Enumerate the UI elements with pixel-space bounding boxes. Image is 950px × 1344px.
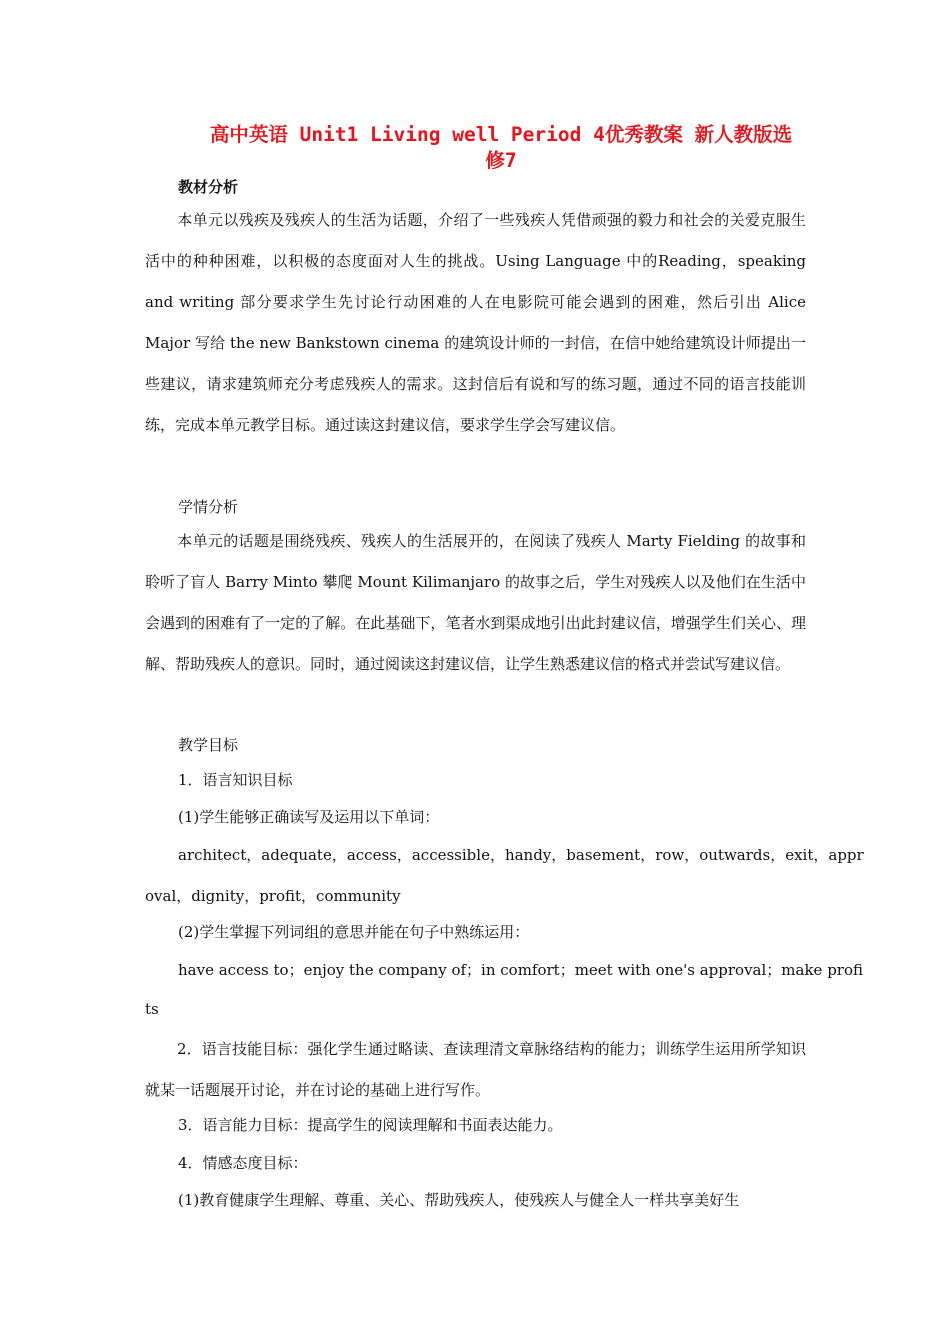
goal-1-sub-2: (2)学生掌握下列词组的意思并能在句子中熟练运用： bbox=[178, 923, 530, 941]
goal-4-heading: 4．情感态度目标： bbox=[178, 1154, 308, 1172]
section-heading-material: 教材分析 bbox=[178, 178, 239, 196]
phrases-line-2: ts bbox=[145, 1000, 159, 1018]
section-heading-goals: 教学目标 bbox=[178, 736, 239, 754]
students-paragraph bbox=[145, 521, 806, 685]
vocabulary-line-2: oval，dignity，profit，community bbox=[145, 887, 401, 905]
goal-1-sub-1: (1)学生能够正确读写及运用以下单词： bbox=[178, 808, 440, 826]
section-heading-students: 学情分析 bbox=[178, 498, 239, 516]
phrases-line-1 bbox=[178, 959, 864, 980]
goal-2-text: 2．语言技能目标：强化学生通过略读、查读理清文章脉络结构的能力；训练学生运用所学知识就某一话题展开讨论，并在讨论的基础上进行写作。 bbox=[145, 1040, 806, 1099]
students-paragraph-text: 本单元的话题是围绕残疾、残疾人的生活展开的，在阅读了残疾人 Marty Fielding 的故事和聆听了盲人 Barry Minto 攀爬 Mount Kilimanjaro 的故事之后，学生对残疾人以及他们在生活中会遇到的困难有了一定的了解。在此基础下，笔者水到渠成地引出此封建议信，增强学生们关心、理解、帮助残疾人的意识。同时，通过阅读这封建议信，让学生熟悉建议信的格式并尝试写建议信。 bbox=[145, 532, 806, 673]
title-line-2: 修7 bbox=[485, 149, 517, 172]
goal-4-sub-1: (1)教育健康学生理解、尊重、关心、帮助残疾人，使残疾人与健全人一样共享美好生 bbox=[178, 1191, 740, 1209]
document-title bbox=[150, 122, 852, 174]
goal-1-heading: 1．语言知识目标 bbox=[178, 771, 293, 789]
vocabulary-line-1 bbox=[178, 844, 864, 865]
vocabulary-line-1-text: architect，adequate，access，accessible，handy，basement，row，outwards，exit，appr bbox=[178, 846, 864, 864]
title-line-1: 高中英语 Unit1 Living well Period 4优秀教案 新人教版选 bbox=[209, 123, 793, 146]
material-paragraph bbox=[145, 200, 806, 446]
goal-3: 3．语言能力目标：提高学生的阅读理解和书面表达能力。 bbox=[178, 1116, 563, 1134]
goal-2-paragraph bbox=[145, 1029, 806, 1111]
material-paragraph-text: 本单元以残疾及残疾人的生活为话题，介绍了一些残疾人凭借顽强的毅力和社会的关爱克服生活中的种种困难，以积极的态度面对人生的挑战。Using Language 中的Reading，speaking and writing 部分要求学生先讨论行动困难的人在电影院可能会遇到的困难，然后引出 Alice Major 写给 the new Bankstown cinema 的建筑设计师的一封信，在信中她给建筑设计师提出一些建议，请求建筑师充分考虑残疾人的需求。这封信后有说和写的练习题，通过不同的语言技能训练，完成本单元教学目标。通过读这封建议信，要求学生学会写建议信。 bbox=[145, 211, 806, 434]
phrases-line-1-text: have access to；enjoy the company of；in comfort；meet with one's approval；make profi bbox=[178, 961, 864, 979]
